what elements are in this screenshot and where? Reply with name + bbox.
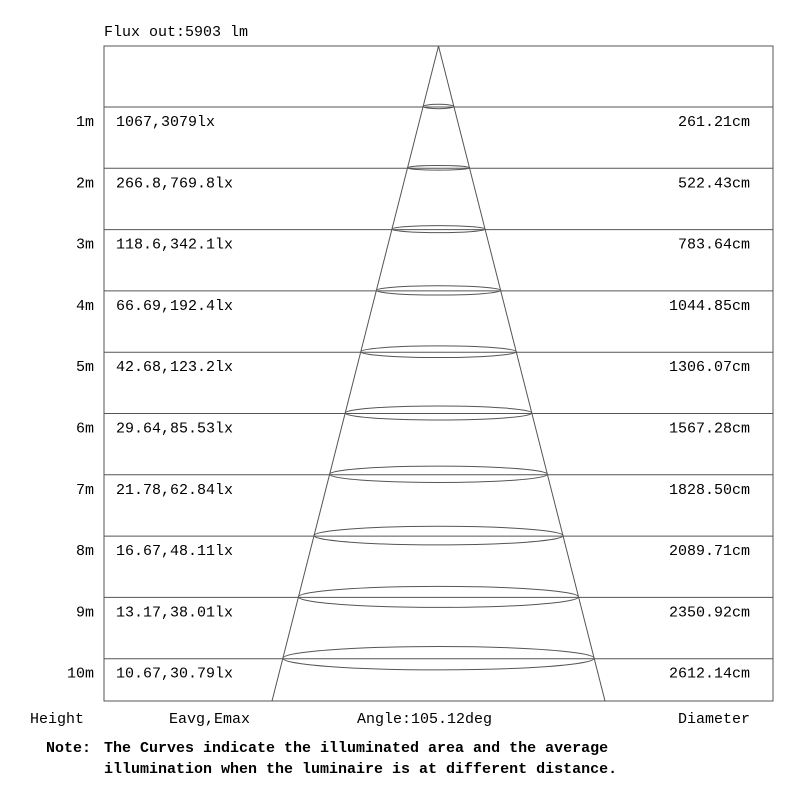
table-rows: [67, 107, 773, 683]
diameter-value: 1567.28cm: [668, 420, 750, 438]
height-value: 8m: [75, 543, 94, 561]
diameter-value: 261.21cm: [677, 114, 750, 131]
diameter-value: 783.64cm: [677, 236, 750, 254]
diameter-value: 1044.85cm: [668, 297, 750, 315]
illuminance-value: 10.67,30.79lx: [116, 665, 234, 683]
illuminance-value: 118.6,342.1lx: [116, 236, 234, 254]
illuminance-value: 21.78,62.84lx: [116, 481, 234, 499]
diameter-value: 2612.14cm: [668, 665, 750, 683]
height-value: 3m: [75, 236, 94, 254]
note-line-1: The Curves indicate the illuminated area and the average: [104, 740, 609, 757]
illuminance-value: 66.69,192.4lx: [116, 297, 234, 315]
height-value: 1m: [75, 114, 94, 131]
diameter-value: 2089.71cm: [668, 543, 750, 561]
note-prefix: Note:: [46, 740, 92, 757]
eavg-column-label: Eavg,Emax: [169, 711, 251, 728]
flux-label: Flux out:5903 lm: [104, 24, 249, 41]
illuminance-value: 29.64,85.53lx: [116, 420, 234, 438]
height-value: 10m: [66, 665, 94, 683]
cone-right-edge: [439, 46, 606, 701]
diameter-value: 2350.92cm: [668, 604, 750, 622]
beam-cone: [272, 46, 605, 701]
illuminance-value: 266.8,769.8lx: [116, 175, 234, 193]
diameter-value: 522.43cm: [677, 175, 750, 193]
cone-left-edge: [272, 46, 439, 701]
height-value: 6m: [75, 420, 94, 438]
illuminance-value: 42.68,123.2lx: [116, 359, 234, 377]
height-value: 9m: [75, 604, 94, 622]
height-value: 5m: [75, 359, 94, 377]
diameter-value: 1828.50cm: [668, 481, 750, 499]
height-value: 7m: [75, 481, 94, 499]
angle-label: Angle:105.12deg: [357, 711, 493, 728]
illuminance-value: 13.17,38.01lx: [116, 604, 234, 622]
height-value: 2m: [75, 175, 94, 193]
illuminance-value: 16.67,48.11lx: [116, 543, 234, 561]
note-line-2: illumination when the luminaire is at different distance.: [104, 761, 618, 778]
diameter-column-label: Diameter: [677, 711, 750, 728]
height-value: 4m: [75, 297, 94, 315]
height-column-label: Height: [30, 711, 85, 728]
diameter-value: 1306.07cm: [668, 359, 750, 377]
illuminance-value: 1067,3079lx: [116, 114, 216, 131]
